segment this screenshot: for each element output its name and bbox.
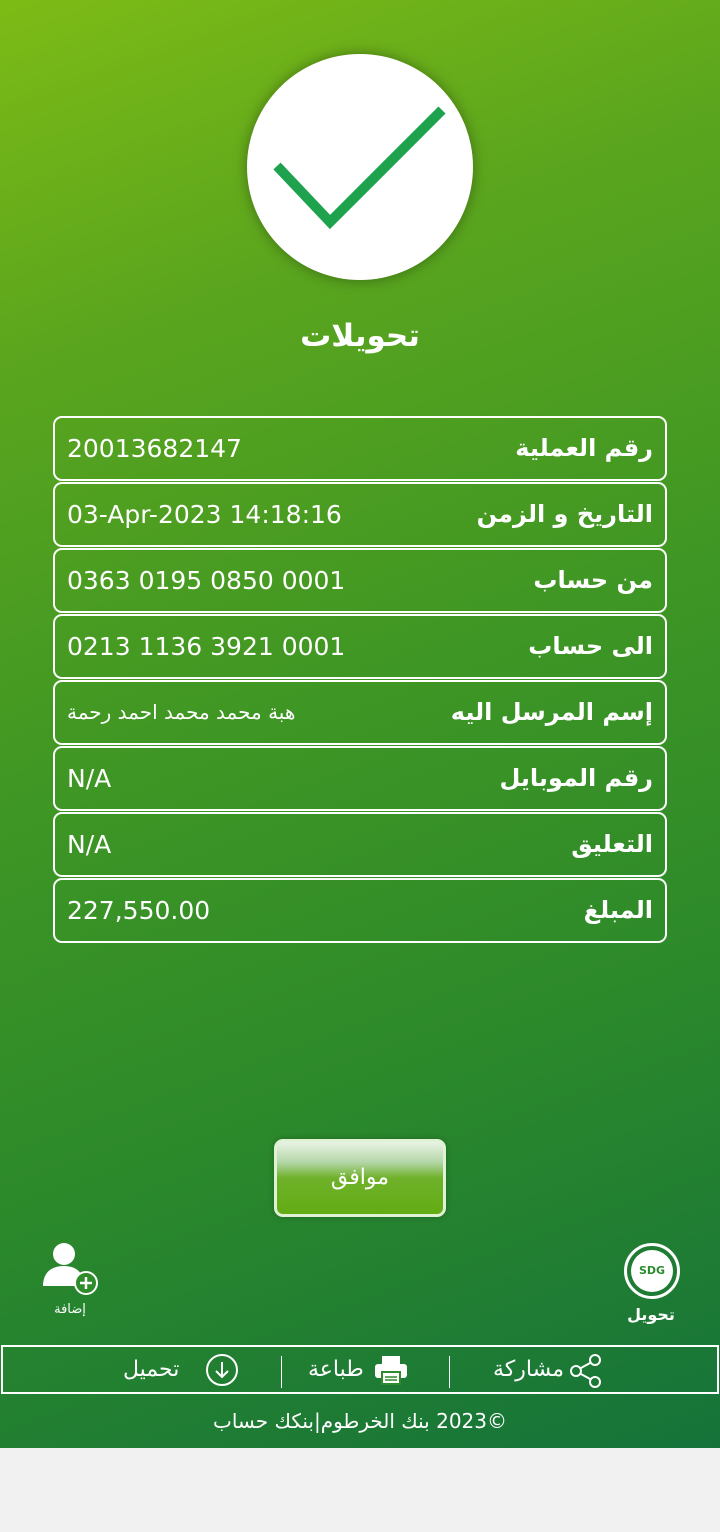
transfer-button[interactable]: [618, 1243, 684, 1328]
detail-value: N/A: [67, 830, 112, 859]
success-check-icon: [247, 54, 473, 280]
share-icon: [568, 1353, 604, 1389]
footer-copyright: ©2023 بنك الخرطوم|بنكك حساب: [212, 1409, 508, 1433]
detail-value: 227,550.00: [67, 896, 211, 925]
detail-label: إسم المرسل اليه: [450, 698, 653, 726]
detail-value: 0213 1136 3921 0001: [67, 632, 346, 661]
detail-label: رقم الموبايل: [499, 764, 653, 792]
detail-row-comment: [53, 812, 667, 877]
detail-value: N/A: [67, 764, 112, 793]
print-button[interactable]: [308, 1347, 418, 1392]
detail-row-amount: [53, 878, 667, 943]
share-button[interactable]: [493, 1347, 613, 1392]
add-user-icon: [40, 1240, 100, 1296]
detail-row-from-account: [53, 548, 667, 613]
detail-value: 03-Apr-2023 14:18:16: [67, 500, 342, 529]
sdg-currency-icon: [624, 1243, 680, 1299]
printer-icon: [373, 1353, 409, 1387]
detail-label: المبلغ: [583, 896, 653, 924]
detail-row-recipient-name: [53, 680, 667, 745]
download-icon: [205, 1353, 239, 1387]
ok-button[interactable]: موافق: [274, 1139, 446, 1217]
add-label: إضافة: [54, 1302, 86, 1317]
detail-value: 0363 0195 0850 0001: [67, 566, 346, 595]
sdg-badge: SDG: [631, 1250, 673, 1292]
transfer-label: تحويل: [627, 1305, 675, 1324]
detail-label: الى حساب: [528, 632, 653, 660]
detail-label: التعليق: [571, 830, 653, 858]
detail-label: رقم العملية: [515, 434, 653, 462]
toolbar-divider: [449, 1356, 450, 1388]
toolbar-divider: [281, 1356, 282, 1388]
add-beneficiary-button[interactable]: [40, 1240, 100, 1325]
download-button[interactable]: [123, 1347, 243, 1392]
detail-label: التاريخ و الزمن: [476, 500, 653, 528]
download-label: تحميل: [123, 1357, 180, 1382]
detail-row-mobile-number: [53, 746, 667, 811]
detail-row-to-account: [53, 614, 667, 679]
action-toolbar: [1, 1345, 719, 1394]
detail-row-transaction-number: [53, 416, 667, 481]
detail-value: 20013682147: [67, 434, 242, 463]
page-title: تحويلات: [300, 318, 420, 354]
detail-row-datetime: [53, 482, 667, 547]
share-label: مشاركة: [493, 1357, 565, 1382]
detail-label: من حساب: [533, 566, 653, 594]
detail-value: هبة محمد محمد احمد رحمة: [67, 700, 296, 724]
print-label: طباعة: [308, 1357, 364, 1382]
